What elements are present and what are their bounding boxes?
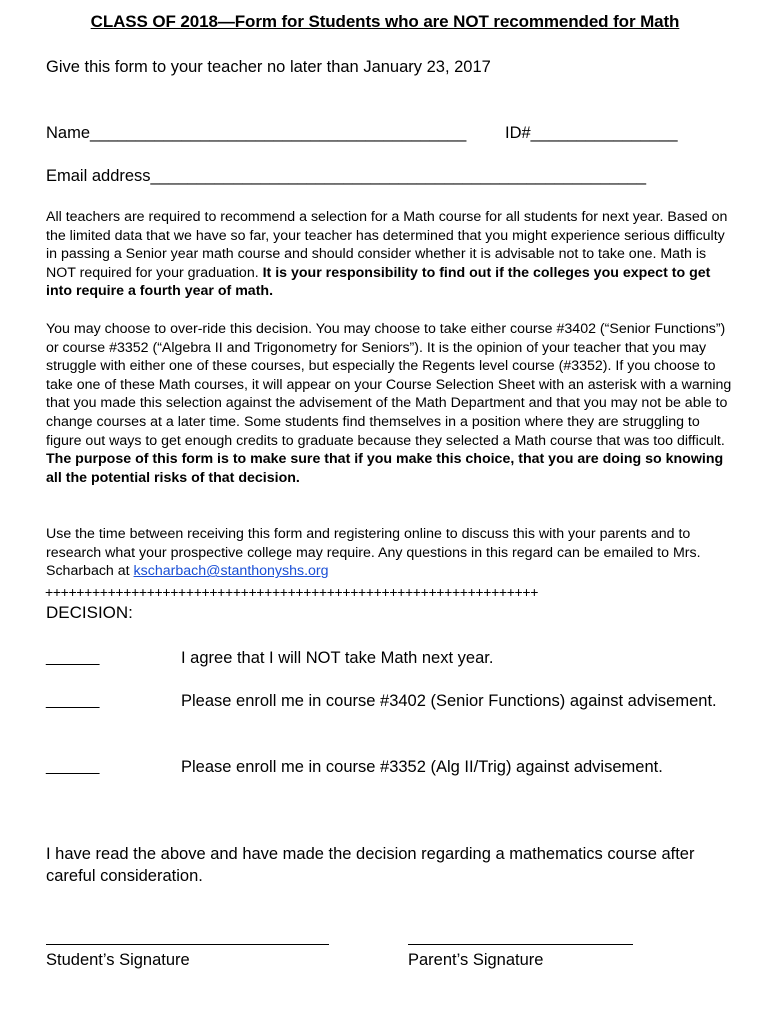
override-paragraph <box>46 320 736 487</box>
decision-label: DECISION: <box>46 603 133 622</box>
id-field[interactable]: ID#________________ <box>505 124 678 142</box>
email-field[interactable]: Email address______________________________________________________ <box>46 167 647 185</box>
separator-line: +++++++++++++++++++++++++++++++++++++++++++++++++++++++++++++++ <box>45 584 539 600</box>
contact-text: Use the time between receiving this form and registering online to discuss this with your parents and to research what your prospective college may require. Any questions in this regard can be emailed to Mrs. Scharbach at <box>46 526 701 580</box>
option-2-blank[interactable]: ______ <box>46 692 100 709</box>
deadline-instruction: Give this form to your teacher no later than January 23, 2017 <box>46 58 491 76</box>
student-signature-line[interactable] <box>46 944 329 945</box>
override-bold-text: The purpose of this form is to make sure that if you make this choice, that you are doing so knowing all the potential risks of that decision. <box>46 451 724 486</box>
intro-text: All teachers are required to recommend a selection for a Math course for all students for next year. Based on the limited data that we have so far, your teacher has determined that you might experience serious difficulty in passing a Senior year math course and should consider whether it is advisable not to take one. Math is NOT required for your graduation. <box>46 209 728 281</box>
option-1-text: I agree that I will NOT take Math next year. <box>181 649 494 667</box>
closing-statement: I have read the above and have made the decision regarding a mathematics course after careful consideration. <box>46 845 695 885</box>
contact-paragraph <box>46 525 736 581</box>
option-2-text: Please enroll me in course #3402 (Senior Functions) against advisement. <box>181 692 717 710</box>
name-field[interactable]: Name_________________________________________ <box>46 124 467 142</box>
parent-signature-line[interactable] <box>408 944 633 945</box>
intro-paragraph <box>46 208 736 301</box>
page-title: CLASS OF 2018—Form for Students who are NOT recommended for Math <box>90 12 680 31</box>
option-3-text: Please enroll me in course #3352 (Alg II/Trig) against advisement. <box>181 758 663 776</box>
email-link[interactable]: kscharbach@stanthonyshs.org <box>133 563 329 580</box>
student-signature-label: Student’s Signature <box>46 951 190 969</box>
option-3-blank[interactable]: ______ <box>46 758 100 775</box>
option-1-blank[interactable]: ______ <box>46 649 100 666</box>
intro-bold-text: It is your responsibility to find out if the colleges you expect to get into require a fourth year of math. <box>46 264 711 300</box>
override-text: You may choose to over-ride this decision. You may choose to take either course #3402 (“Senior Functions”) or course #3352 (“Algebra II and Trigonometry for Seniors”). It is the opinion of your teacher that you may struggle with either one of these courses, but especially the Regents level course (#3352). If you choose to take one of these Math courses, it will appear on your Course Selection Sheet with an asterisk with a warning that you made this selection against the advisement of the Math Department and that you may not be able to change courses at a later time. Some students find themselves in a position where they are struggling to figure out ways to get enough credits to graduate because they selected a Math course that was too difficult. <box>46 321 732 449</box>
parent-signature-label: Parent’s Signature <box>408 951 544 969</box>
